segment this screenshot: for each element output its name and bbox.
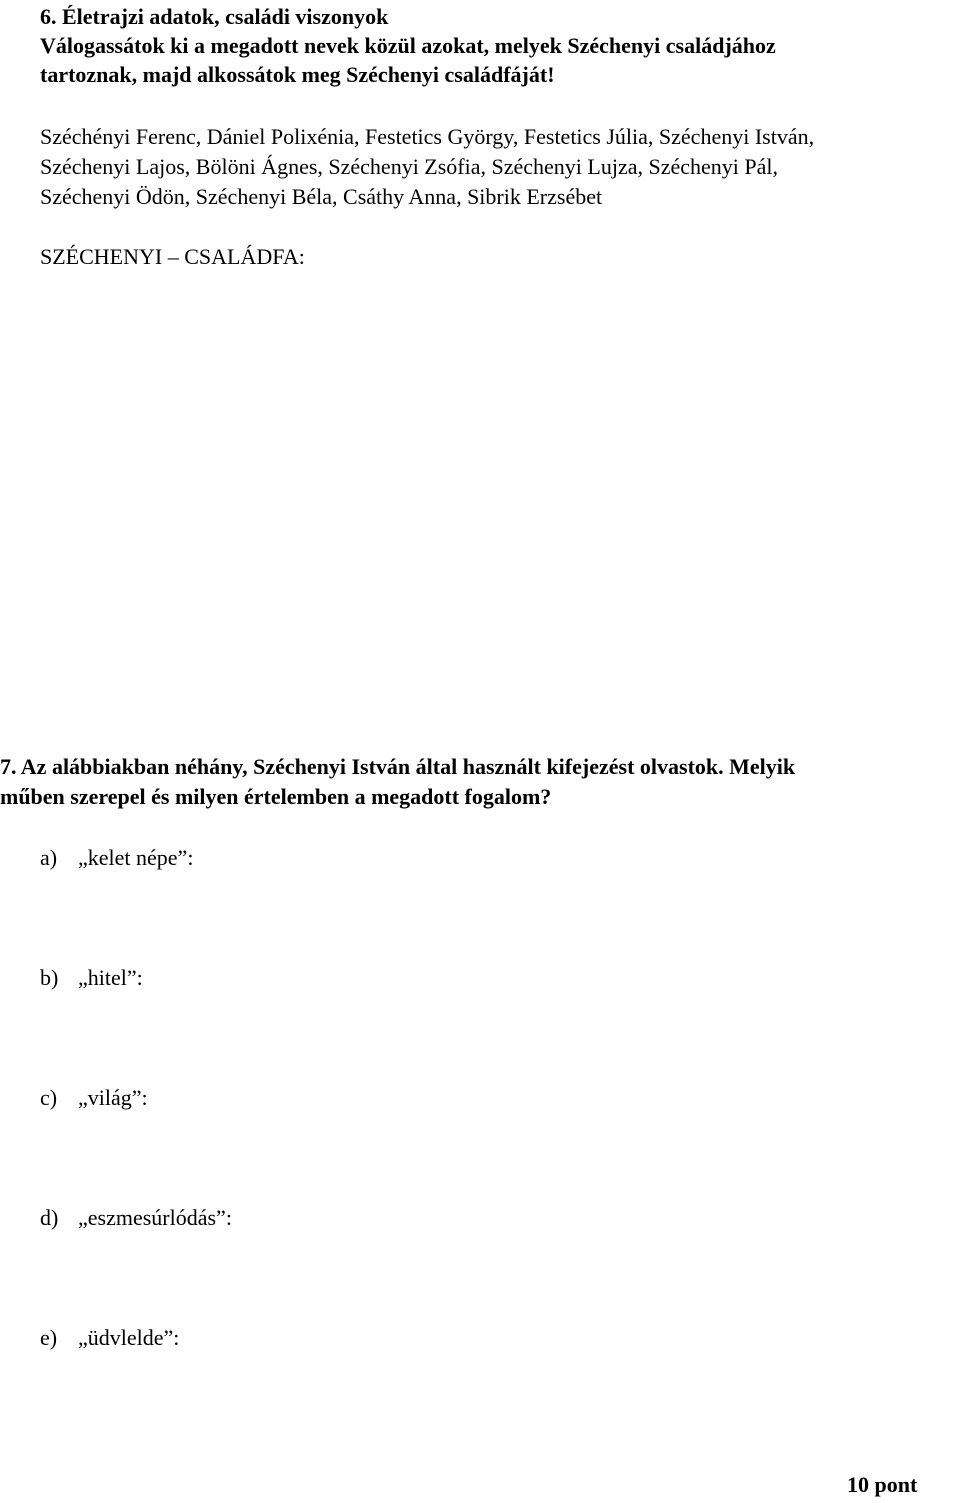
task6-heading: 6. Életrajzi adatok, családi viszonyok: [40, 4, 389, 29]
names-list-line-1: Széchényi Ferenc, Dániel Polixénia, Festetics György, Festetics Júlia, Széchenyi István,: [40, 124, 815, 149]
term-item-e: [40, 1323, 179, 1352]
term-item-text: „eszmesúrlódás”:: [78, 1205, 232, 1230]
task6-instruction-line-2: tartoznak, majd alkossátok meg Széchenyi családfáját!: [40, 62, 555, 87]
term-item-a: [40, 843, 193, 872]
names-list-line-2: Széchenyi Lajos, Bölöni Ágnes, Széchenyi Zsófia, Széchenyi Lujza, Széchenyi Pál,: [40, 154, 779, 179]
family-tree-answer-area[interactable]: [40, 280, 920, 720]
term-item-b: [40, 963, 143, 992]
points-label: 10 pont: [847, 1472, 918, 1497]
task7-question-line-2: műben szerepel és milyen értelemben a megadott fogalom?: [0, 784, 552, 809]
family-tree-label: SZÉCHENYI – CSALÁDFA:: [40, 244, 305, 269]
task6-instruction-line-1: Válogassátok ki a megadott nevek közül azokat, melyek Széchenyi családjához: [40, 33, 776, 58]
term-item-text: „üdvlelde”:: [78, 1325, 180, 1350]
term-item-text: „világ”:: [78, 1085, 148, 1110]
term-item-text: „hitel”:: [78, 965, 143, 990]
term-item-text: „kelet népe”:: [78, 845, 194, 870]
term-item-c: [40, 1083, 148, 1112]
term-item-d: [40, 1203, 232, 1232]
term-item-letter: b): [40, 965, 59, 990]
names-list-line-3: Széchenyi Ödön, Széchenyi Béla, Csáthy Anna, Sibrik Erzsébet: [40, 184, 603, 209]
task7-question-line-1: 7. Az alábbiakban néhány, Széchenyi István által használt kifejezést olvastok. Melyik: [0, 754, 796, 779]
term-item-letter: a): [40, 845, 58, 870]
term-item-letter: c): [40, 1085, 58, 1110]
term-item-letter: e): [40, 1325, 58, 1350]
term-item-letter: d): [40, 1205, 59, 1230]
